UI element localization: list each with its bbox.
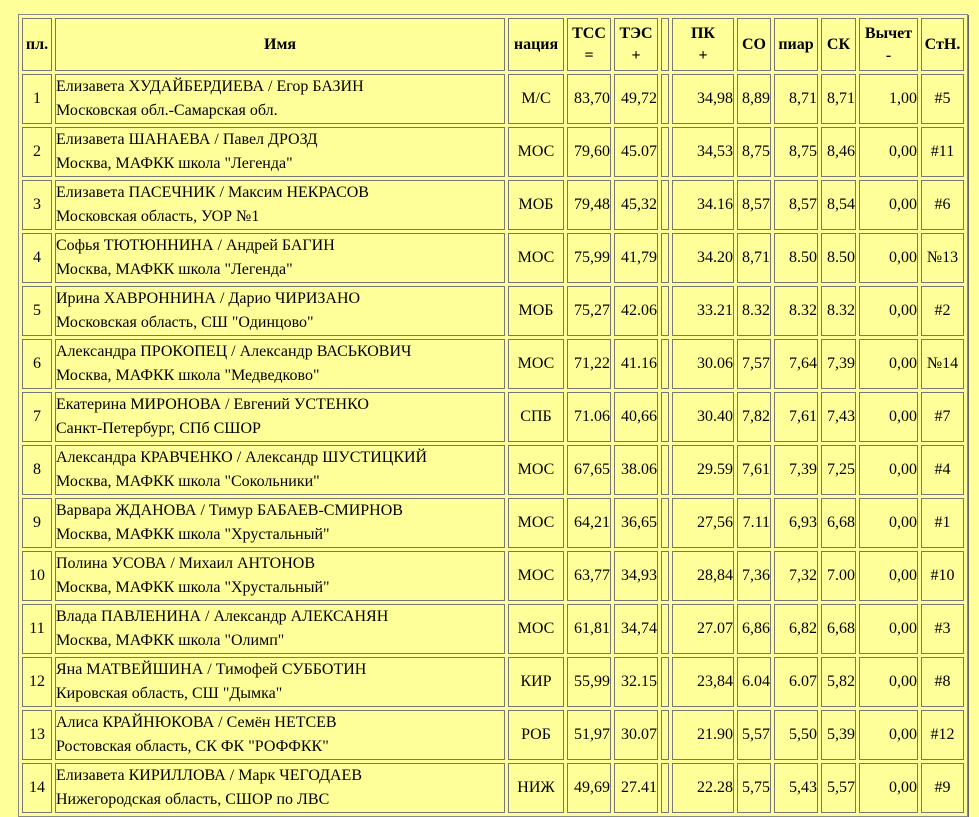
cell-piar: 8,71 (774, 74, 818, 124)
table-row (22, 127, 964, 177)
cell-tes: 30.07 (614, 710, 658, 760)
cell-gap (661, 657, 669, 707)
cell-name (55, 233, 505, 283)
cell-start: #7 (921, 392, 964, 442)
cell-place: 9 (22, 498, 52, 548)
cell-name (55, 498, 505, 548)
skater-club: Московская область, СШ "Одинцово" (56, 314, 314, 331)
cell-tes: 42.06 (614, 286, 658, 336)
cell-sk: 5,82 (821, 657, 856, 707)
cell-co: 5,75 (737, 763, 771, 813)
cell-place: 2 (22, 127, 52, 177)
cell-tes: 27.41 (614, 763, 658, 813)
table-row (22, 339, 964, 389)
cell-deduct: 0,00 (859, 233, 918, 283)
table-row (22, 657, 964, 707)
skater-club: Москва, МАФКК школа "Сокольники" (56, 473, 320, 490)
cell-pk: 21.90 (672, 710, 734, 760)
skater-club: Москва, МАФКК школа "Легенда" (56, 261, 293, 278)
skater-pair-names: Полина УСОВА / Михаил АНТОНОВ (56, 555, 316, 572)
table-row (22, 604, 964, 654)
cell-deduct: 0,00 (859, 180, 918, 230)
cell-place: 11 (22, 604, 52, 654)
table-row (22, 233, 964, 283)
cell-name (55, 710, 505, 760)
cell-tes: 38.06 (614, 445, 658, 495)
cell-pk: 29.59 (672, 445, 734, 495)
cell-place: 1 (22, 74, 52, 124)
cell-gap (661, 445, 669, 495)
table-row (22, 392, 964, 442)
cell-piar: 5,43 (774, 763, 818, 813)
cell-pk: 30.40 (672, 392, 734, 442)
cell-nation: МОС (508, 339, 564, 389)
cell-pk: 34.20 (672, 233, 734, 283)
cell-piar: 6,82 (774, 604, 818, 654)
cell-gap (661, 763, 669, 813)
cell-piar: 8,57 (774, 180, 818, 230)
cell-deduct: 0,00 (859, 551, 918, 601)
cell-name (55, 445, 505, 495)
cell-pk: 28,84 (672, 551, 734, 601)
cell-nation: НИЖ (508, 763, 564, 813)
cell-gap (661, 74, 669, 124)
cell-deduct: 0,00 (859, 498, 918, 548)
skater-pair-names: Елизавета ПАСЕЧНИК / Максим НЕКРАСОВ (56, 184, 369, 201)
header-sk: СК (821, 18, 856, 71)
cell-nation: РОБ (508, 710, 564, 760)
cell-tss: 71.06 (567, 392, 611, 442)
cell-place: 10 (22, 551, 52, 601)
cell-name (55, 286, 505, 336)
results-table-container (18, 14, 968, 817)
cell-co: 8.32 (737, 286, 771, 336)
cell-tss: 61,81 (567, 604, 611, 654)
cell-tss: 79,48 (567, 180, 611, 230)
header-pk-label: ПК (690, 24, 716, 42)
header-name: Имя (55, 18, 505, 71)
results-table (18, 14, 968, 817)
cell-tes: 32.15 (614, 657, 658, 707)
cell-piar: 6.07 (774, 657, 818, 707)
header-piar: пиар (774, 18, 818, 71)
skater-pair-names: Александра КРАВЧЕНКО / Александр ШУСТИЦКИЙ (56, 449, 428, 466)
cell-name (55, 551, 505, 601)
cell-place: 12 (22, 657, 52, 707)
cell-pk: 23,84 (672, 657, 734, 707)
cell-tss: 55,99 (567, 657, 611, 707)
cell-name (55, 74, 505, 124)
header-deduct (859, 18, 918, 71)
cell-tss: 67,65 (567, 445, 611, 495)
header-tss-label: ТСС (572, 24, 606, 42)
cell-start: #3 (921, 604, 964, 654)
cell-deduct: 0,00 (859, 604, 918, 654)
cell-pk: 27.07 (672, 604, 734, 654)
cell-deduct: 0,00 (859, 763, 918, 813)
cell-gap (661, 498, 669, 548)
cell-piar: 7,61 (774, 392, 818, 442)
cell-pk: 27,56 (672, 498, 734, 548)
cell-place: 13 (22, 710, 52, 760)
header-gap (661, 18, 669, 71)
header-tes-label: ТЭС (619, 24, 653, 42)
cell-start: #5 (921, 74, 964, 124)
header-pk (672, 18, 734, 71)
cell-co: 6,86 (737, 604, 771, 654)
cell-place: 5 (22, 286, 52, 336)
skater-club: Москва, МАФКК школа "Олимп" (56, 632, 285, 649)
skater-club: Кировская область, СШ "Дымка" (56, 685, 283, 702)
header-row (22, 18, 964, 71)
cell-co: 7.11 (737, 498, 771, 548)
cell-pk: 30.06 (672, 339, 734, 389)
cell-pk: 34,53 (672, 127, 734, 177)
cell-sk: 7,39 (821, 339, 856, 389)
table-row (22, 763, 964, 813)
cell-start: #1 (921, 498, 964, 548)
cell-start: #10 (921, 551, 964, 601)
cell-pk: 34,98 (672, 74, 734, 124)
cell-deduct: 0,00 (859, 657, 918, 707)
cell-nation: СПБ (508, 392, 564, 442)
cell-pk: 34.16 (672, 180, 734, 230)
cell-co: 6.04 (737, 657, 771, 707)
skater-pair-names: Екатерина МИРОНОВА / Евгений УСТЕНКО (56, 396, 369, 413)
header-nation: нация (508, 18, 564, 71)
skater-pair-names: Варвара ЖДАНОВА / Тимур БАБАЕВ-СМИРНОВ (56, 502, 403, 519)
cell-place: 3 (22, 180, 52, 230)
cell-place: 8 (22, 445, 52, 495)
cell-tss: 64,21 (567, 498, 611, 548)
cell-piar: 6,93 (774, 498, 818, 548)
skater-pair-names: Елизавета ХУДАЙБЕРДИЕВА / Егор БАЗИН (56, 78, 364, 95)
cell-sk: 7,43 (821, 392, 856, 442)
header-tss-sub: = (584, 46, 594, 64)
cell-tss: 79,60 (567, 127, 611, 177)
cell-tss: 71,22 (567, 339, 611, 389)
cell-co: 8,75 (737, 127, 771, 177)
cell-co: 7,61 (737, 445, 771, 495)
cell-place: 14 (22, 763, 52, 813)
cell-tss: 51,97 (567, 710, 611, 760)
cell-tes: 40,66 (614, 392, 658, 442)
header-tes (614, 18, 658, 71)
cell-name (55, 127, 505, 177)
cell-start: #12 (921, 710, 964, 760)
skater-pair-names: Влада ПАВЛЕНИНА / Александр АЛЕКСАНЯН (56, 608, 389, 625)
skater-pair-names: Елизавета КИРИЛЛОВА / Марк ЧЕГОДАЕВ (56, 767, 362, 784)
cell-start: #4 (921, 445, 964, 495)
cell-sk: 6,68 (821, 498, 856, 548)
cell-tss: 63,77 (567, 551, 611, 601)
cell-name (55, 604, 505, 654)
cell-piar: 7,39 (774, 445, 818, 495)
cell-piar: 8,75 (774, 127, 818, 177)
cell-nation: МОБ (508, 180, 564, 230)
cell-sk: 8,54 (821, 180, 856, 230)
cell-co: 8,57 (737, 180, 771, 230)
cell-co: 7,57 (737, 339, 771, 389)
cell-sk: 5,39 (821, 710, 856, 760)
cell-co: 7,82 (737, 392, 771, 442)
table-row (22, 74, 964, 124)
skater-pair-names: Александра ПРОКОПЕЦ / Александр ВАСЬКОВИЧ (56, 343, 412, 360)
header-tes-sub: + (631, 46, 641, 64)
cell-gap (661, 710, 669, 760)
cell-tes: 41.16 (614, 339, 658, 389)
header-start: СтН. (921, 18, 964, 71)
skater-club: Санкт-Петербург, СПб СШОР (56, 420, 261, 437)
cell-deduct: 1,00 (859, 74, 918, 124)
skater-club: Москва, МАФКК школа "Хрустальный" (56, 526, 330, 543)
cell-sk: 8.50 (821, 233, 856, 283)
cell-tes: 45,32 (614, 180, 658, 230)
skater-pair-names: Софья ТЮТЮННИНА / Андрей БАГИН (56, 237, 335, 254)
cell-co: 5,57 (737, 710, 771, 760)
cell-nation: МОС (508, 233, 564, 283)
cell-piar: 7,32 (774, 551, 818, 601)
cell-tes: 34,93 (614, 551, 658, 601)
cell-start: #6 (921, 180, 964, 230)
cell-co: 7,36 (737, 551, 771, 601)
table-row (22, 498, 964, 548)
cell-gap (661, 551, 669, 601)
cell-sk: 8,46 (821, 127, 856, 177)
cell-sk: 6,68 (821, 604, 856, 654)
cell-start: #8 (921, 657, 964, 707)
cell-gap (661, 339, 669, 389)
cell-piar: 8.32 (774, 286, 818, 336)
cell-gap (661, 286, 669, 336)
skater-club: Москва, МАФКК школа "Легенда" (56, 155, 293, 172)
cell-sk: 8,71 (821, 74, 856, 124)
cell-gap (661, 180, 669, 230)
cell-gap (661, 233, 669, 283)
cell-name (55, 180, 505, 230)
cell-tes: 34,74 (614, 604, 658, 654)
cell-name (55, 657, 505, 707)
cell-sk: 5,57 (821, 763, 856, 813)
cell-piar: 7,64 (774, 339, 818, 389)
cell-nation: МОС (508, 445, 564, 495)
cell-tss: 83,70 (567, 74, 611, 124)
cell-place: 4 (22, 233, 52, 283)
skater-club: Московская обл.-Самарская обл. (56, 102, 278, 119)
skater-pair-names: Елизавета ШАНАЕВА / Павел ДРОЗД (56, 131, 318, 148)
table-row (22, 710, 964, 760)
cell-tes: 45.07 (614, 127, 658, 177)
cell-pk: 33.21 (672, 286, 734, 336)
cell-start: №13 (921, 233, 964, 283)
header-tss (567, 18, 611, 71)
cell-start: #9 (921, 763, 964, 813)
cell-sk: 7.00 (821, 551, 856, 601)
cell-nation: МОБ (508, 286, 564, 336)
cell-nation: МОС (508, 498, 564, 548)
skater-pair-names: Алиса КРАЙНЮКОВА / Семён НЕТСЕВ (56, 714, 337, 731)
results-body (22, 74, 964, 813)
cell-deduct: 0,00 (859, 127, 918, 177)
skater-pair-names: Яна МАТВЕЙШИНА / Тимофей СУББОТИН (56, 661, 367, 678)
cell-pk: 22.28 (672, 763, 734, 813)
table-row (22, 286, 964, 336)
cell-nation: КИР (508, 657, 564, 707)
skater-club: Ростовская область, СК ФК "РОФФКК" (56, 738, 329, 755)
cell-name (55, 763, 505, 813)
header-co: СО (737, 18, 771, 71)
cell-co: 8,71 (737, 233, 771, 283)
cell-tss: 75,99 (567, 233, 611, 283)
cell-nation: МОС (508, 551, 564, 601)
cell-piar: 8.50 (774, 233, 818, 283)
skater-club: Нижегородская область, СШОР по ЛВС (56, 791, 330, 808)
cell-gap (661, 392, 669, 442)
cell-tes: 49,72 (614, 74, 658, 124)
cell-tes: 36,65 (614, 498, 658, 548)
cell-tss: 49,69 (567, 763, 611, 813)
cell-name (55, 339, 505, 389)
cell-nation: МОС (508, 604, 564, 654)
header-deduct-label: Вычет (864, 24, 913, 42)
cell-deduct: 0,00 (859, 339, 918, 389)
cell-start: #11 (921, 127, 964, 177)
cell-deduct: 0,00 (859, 286, 918, 336)
skater-club: Московская область, УОР №1 (56, 208, 260, 225)
cell-place: 6 (22, 339, 52, 389)
cell-start: #2 (921, 286, 964, 336)
cell-tss: 75,27 (567, 286, 611, 336)
cell-piar: 5,50 (774, 710, 818, 760)
cell-name (55, 392, 505, 442)
table-row (22, 180, 964, 230)
table-row (22, 551, 964, 601)
cell-place: 7 (22, 392, 52, 442)
cell-gap (661, 604, 669, 654)
cell-deduct: 0,00 (859, 445, 918, 495)
cell-tes: 41,79 (614, 233, 658, 283)
skater-club: Москва, МАФКК школа "Медведково" (56, 367, 320, 384)
header-place: пл. (22, 18, 52, 71)
skater-club: Москва, МАФКК школа "Хрустальный" (56, 579, 330, 596)
skater-pair-names: Ирина ХАВРОННИНА / Дарио ЧИРИЗАНО (56, 290, 361, 307)
cell-start: №14 (921, 339, 964, 389)
header-deduct-sub: - (885, 46, 892, 64)
cell-co: 8,89 (737, 74, 771, 124)
cell-deduct: 0,00 (859, 710, 918, 760)
cell-sk: 7,25 (821, 445, 856, 495)
cell-sk: 8.32 (821, 286, 856, 336)
header-pk-sub: + (698, 46, 708, 64)
table-row (22, 445, 964, 495)
cell-gap (661, 127, 669, 177)
cell-deduct: 0,00 (859, 392, 918, 442)
cell-nation: МОС (508, 127, 564, 177)
cell-nation: М/С (508, 74, 564, 124)
